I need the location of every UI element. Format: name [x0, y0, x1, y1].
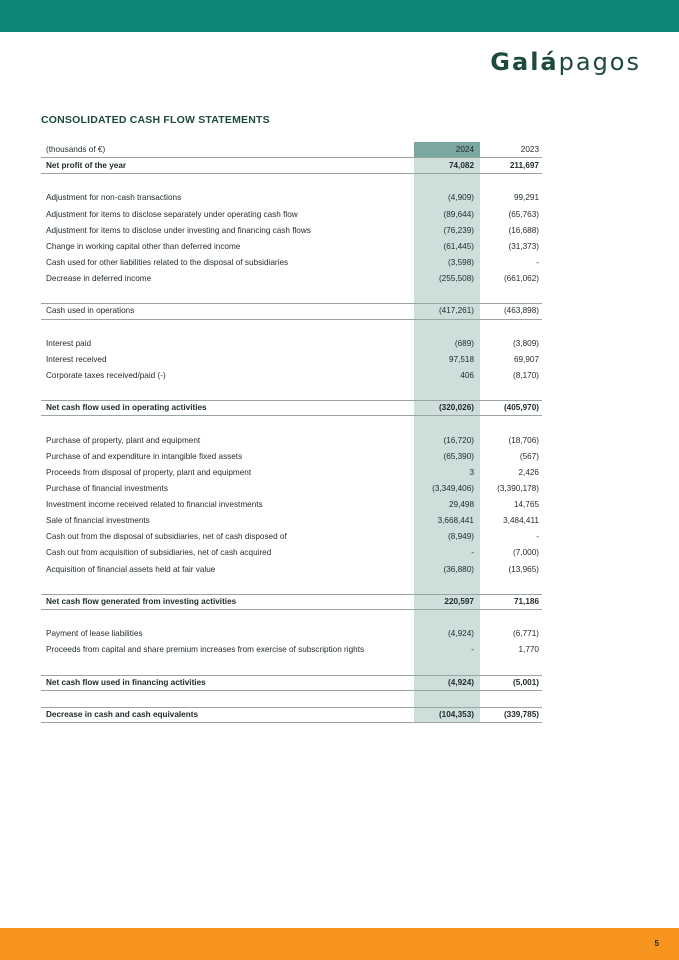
table-row: Corporate taxes received/paid (-) 406 (8,170) [46, 370, 539, 380]
table-row: Interest received 97,518 69,907 [46, 354, 539, 364]
table-row: Purchase of financial investments (3,349,406) (3,390,178) [46, 483, 539, 493]
units-label: (thousands of €) [46, 144, 106, 154]
page-title: CONSOLIDATED CASH FLOW STATEMENTS [41, 114, 270, 126]
table-row: Adjustment for non-cash transactions (4,909) 99,291 [46, 193, 539, 203]
table-row: Interest paid (689) (3,809) [46, 338, 539, 348]
table-spacer [41, 610, 542, 626]
table-header-row [41, 142, 542, 158]
table-row-cash-used-in-operations: Cash used in operations (417,261) (463,898) [41, 303, 542, 319]
table-row: Change in working capital other than deferred income (61,445) (31,373) [46, 241, 539, 251]
footer-bar [0, 928, 679, 960]
table-spacer [41, 659, 542, 675]
galapagos-logo: Galápagos [490, 48, 641, 76]
cash-flow-table [41, 142, 542, 723]
table-spacer [41, 320, 542, 336]
column-header-2024: 2024 [455, 144, 474, 154]
table-spacer [41, 384, 542, 400]
table-row: Purchase of property, plant and equipment (16,720) (18,706) [46, 435, 539, 445]
top-header-bar [0, 0, 679, 32]
table-row: Decrease in deferred income (255,508) (661,062) [46, 274, 539, 284]
page-number: 5 [654, 939, 659, 948]
table-spacer [41, 416, 542, 432]
table-row-investing-total: Net cash flow generated from investing activities 220,597 71,186 [41, 594, 542, 610]
column-header-2023: 2023 [520, 144, 539, 154]
table-row-net-profit: Net profit of the year 74,082 211,697 [41, 158, 542, 174]
table-spacer [41, 691, 542, 707]
table-row: Proceeds from capital and share premium increases from exercise of subscription rights - 1,770 [46, 645, 539, 655]
table-row: Proceeds from disposal of property, plant and equipment 3 2,426 [46, 467, 539, 477]
table-row-operating-total: Net cash flow used in operating activities (320,026) (405,970) [41, 400, 542, 416]
table-spacer [41, 287, 542, 303]
table-row: Investment income received related to financial investments 29,498 14,765 [46, 500, 539, 510]
table-row: Cash out from the disposal of subsidiaries, net of cash disposed of (8,949) - [46, 532, 539, 542]
table-row: Purchase of and expenditure in intangible fixed assets (65,390) (567) [46, 451, 539, 461]
table-row: Cash used for other liabilities related to the disposal of subsidiaries (3,598) - [46, 257, 539, 267]
table-row: Adjustment for items to disclose under investing and financing cash flows (76,239) (16,688) [46, 225, 539, 235]
table-row: Acquisition of financial assets held at fair value (36,880) (13,965) [46, 564, 539, 574]
table-row: Payment of lease liabilities (4,924) (6,771) [46, 629, 539, 639]
table-row: Sale of financial investments 3,668,441 3,484,411 [46, 516, 539, 526]
table-row: Adjustment for items to disclose separately under operating cash flow (89,644) (65,763) [46, 209, 539, 219]
table-spacer [41, 174, 542, 190]
table-row-decrease-in-cash: Decrease in cash and cash equivalents (104,353) (339,785) [41, 707, 542, 723]
table-spacer [41, 578, 542, 594]
table-row-financing-total: Net cash flow used in financing activities (4,924) (5,001) [41, 675, 542, 691]
table-row: Cash out from acquisition of subsidiaries, net of cash acquired - (7,000) [46, 548, 539, 558]
